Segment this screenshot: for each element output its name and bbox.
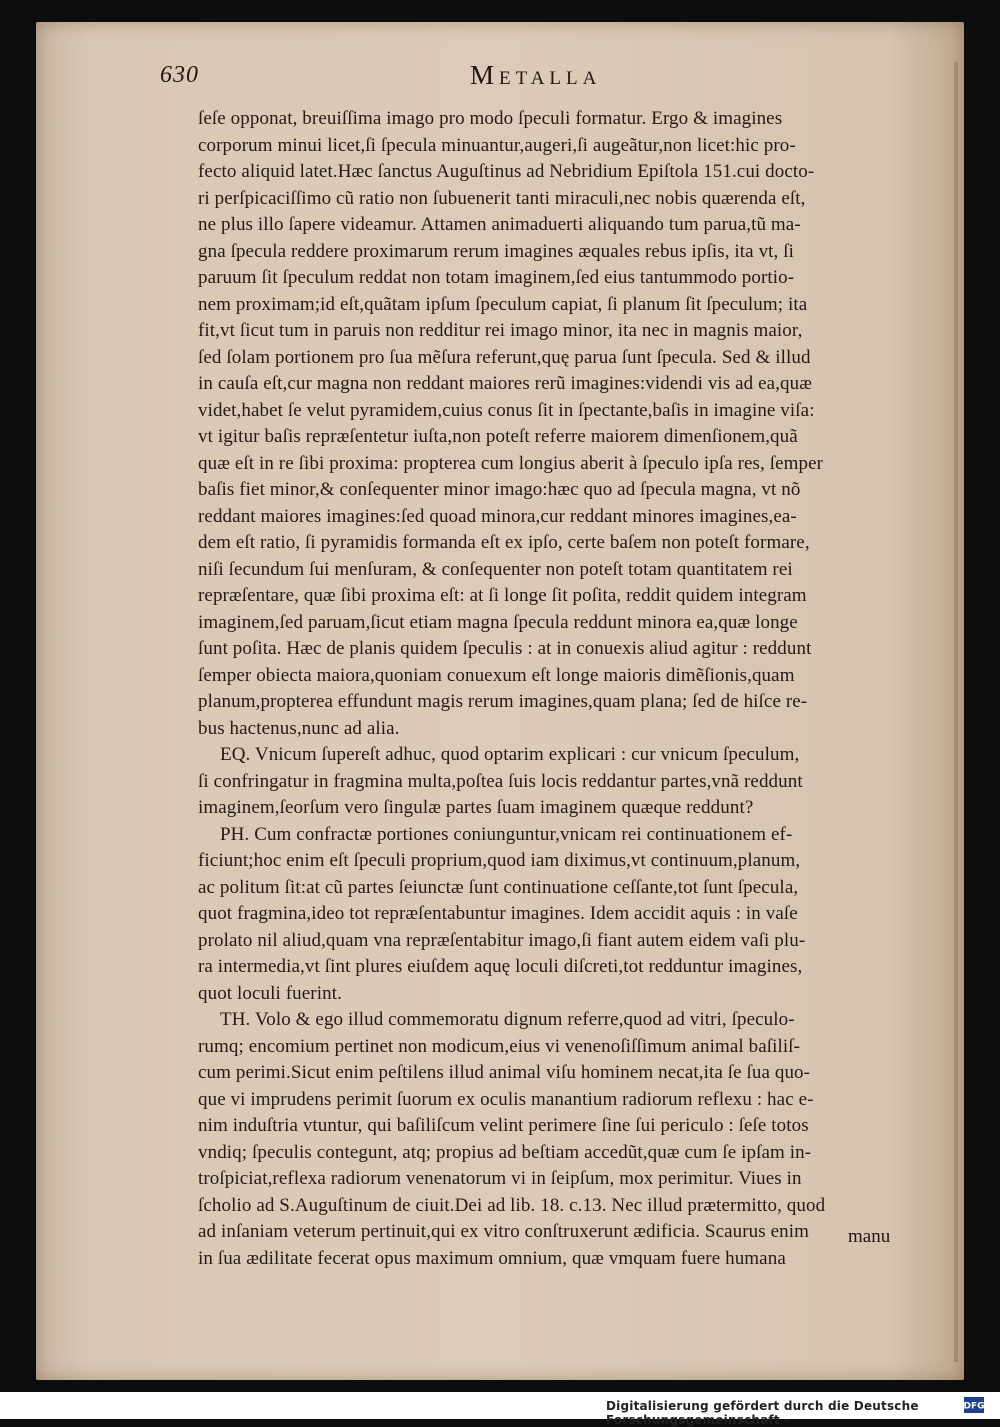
- text-line: paruum ſit ſpeculum reddat non totam imaginem,ſed eius tantummodo portio-: [198, 267, 795, 288]
- text-line: niſi ſecundum ſui menſuram, & conſequenter non poteſt totam quantitatem rei: [198, 558, 793, 580]
- text-line: bus hactenus,nunc ad alia.: [198, 717, 400, 739]
- text-line: ſed ſolam portionem pro ſua mẽſura referunt,quę parua ſunt ſpecula. Sed & illud: [198, 346, 811, 368]
- text-line: imaginem,ſed paruam,ſicut etiam magna ſpecula reddunt minora ea,quæ longe: [198, 611, 798, 633]
- text-line: ri perſpicaciſſimo cũ ratio non ſubuenerit tanti miraculi,nec nobis quærenda eſt,: [198, 187, 806, 209]
- dfg-logo-icon: [964, 1397, 984, 1413]
- text-line: ſunt poſita. Hæc de planis quidem ſpeculis : at in conuexis aliud agitur : reddunt: [198, 638, 812, 659]
- text-line: PH. Cum confractæ portiones coniunguntur,vnicam rei continuationem ef-: [220, 823, 793, 845]
- text-line: quot loculi fuerint.: [198, 982, 342, 1004]
- catchword: manu: [848, 1226, 891, 1247]
- text-line: ne plus illo ſapere videamur. Attamen animaduerti aliquando tum parua,tũ ma-: [198, 214, 801, 235]
- text-line: ac politum ſit:at cũ partes ſeiunctæ ſunt continuatione ceſſante,tot ſunt ſpecula,: [198, 876, 799, 898]
- text-line: ſi confringatur in fragmina multa,poſtea ſuis locis reddantur partes,vnã reddunt: [198, 770, 803, 792]
- text-line: ficiunt;hoc enim eſt ſpeculi proprium,quod iam diximus,vt continuum,planum,: [198, 850, 801, 871]
- text-line: EQ. Vnicum ſupereſt adhuc, quod optarim explicari : cur vnicum ſpeculum,: [220, 744, 800, 765]
- body-text: [198, 106, 920, 1269]
- text-line: vt igitur baſis repræſentetur iuſta,non poteſt referre maiorem dimenſionem,quã: [198, 426, 798, 447]
- text-line: nem proximam;id eſt,quãtam ipſum ſpeculum capiat, ſi planum ſit ſpeculum; ita: [198, 293, 808, 315]
- text-line: que vi imprudens perimit ſuorum ex oculis manantium radiorum reflexu : hac e-: [198, 1088, 814, 1110]
- text-line: in cauſa eſt,cur magna non reddant maiores rerũ imagines:videndi vis ad ea,quæ: [198, 373, 813, 394]
- text-line: planum,propterea effundunt magis rerum imagines,quam plana; ſed de hiſce re-: [198, 691, 808, 712]
- running-head: Metalla: [470, 60, 602, 90]
- text-line: corporum minui licet,ſi ſpecula minuantur,augeri,ſi augeãtur,non licet:hic pro-: [198, 134, 796, 156]
- footer-credit: Digitalisierung gefördert durch die Deutsche Forschungsgemeinschaft -: [606, 1399, 919, 1427]
- text-line: imaginem,ſeorſum vero ſingulæ partes ſuam imaginem quæque reddunt?: [198, 797, 754, 818]
- text-line: in ſua ædilitate fecerat opus maximum omnium, quæ vmquam fuere humana: [198, 1247, 786, 1269]
- text-line: rumq; encomium pertinet non modicum,eius vi venenoſiſſimum animal baſiliſ-: [198, 1035, 801, 1057]
- text-line: cum perimi.Sicut enim peſtilens illud animal viſu hominem necat,ita ſe ſua quo-: [198, 1062, 811, 1083]
- text-line: dem eſt ratio, ſi pyramidis formanda eſt ex ipſo, certe baſem non poteſt formare,: [198, 532, 810, 553]
- text-line: quot fragmina,ideo tot repræſentabuntur imagines. Idem accidit aquis : in vaſe: [198, 903, 798, 924]
- text-line: baſis fiet minor,& conſequenter minor imago:hæc quo ad ſpecula magna, vt nõ: [198, 479, 801, 500]
- text-line: fit,vt ſicut tum in paruis non redditur rei imago minor, ita nec in magnis maior,: [198, 320, 803, 341]
- text-line: TH. Volo & ego illud commemoratu dignum referre,quod ad vitri, ſpeculo-: [220, 1009, 795, 1030]
- dfg-logo-text: DFG: [963, 1401, 985, 1412]
- text-line: ſemper obiecta maiora,quoniam conuexum eſt longe maioris dimẽſionis,quam: [198, 664, 795, 686]
- text-line: gna ſpecula reddere proximarum rerum imagines æquales rebus ipſis, ita vt, ſi: [198, 240, 795, 262]
- text-line: vndiq; ſpeculis contegunt, atq; propius ad beſtiam accedũt,quæ cum ſe ipſam in-: [198, 1141, 812, 1163]
- text-line: nim induſtria vtuntur, qui baſiliſcum velint perimere ſine ſui periculo : ſeſe totos: [198, 1115, 809, 1136]
- text-line: videt,habet ſe velut pyramidem,cuius conus ſit in ſpectante,baſis in imagine viſa:: [198, 399, 815, 421]
- text-line: ra intermedia,vt ſint plures eiuſdem aquę loculi diſcreti,tot redduntur imagines,: [198, 956, 803, 977]
- text-line: troſpiciat,reflexa radiorum venenatorum vi in ſeipſum, mox perimitur. Viues in: [198, 1168, 802, 1189]
- text-line: reddant maiores imagines:ſed quoad minora,cur reddant minores imagines,ea-: [198, 505, 797, 527]
- text-line: fecto aliquid latet.Hæc ſanctus Auguſtinus ad Nebridium Epiſtola 151.cui docto-: [198, 161, 815, 182]
- page-number: 630: [160, 62, 199, 88]
- text-line: ſcholio ad S.Auguſtinum de ciuit.Dei ad lib. 18. c.13. Nec illud prætermitto, quod: [198, 1194, 826, 1216]
- text-line: quæ eſt in re ſibi proxima: propterea cum longius aberit à ſpeculo ipſa res, ſemper: [198, 452, 824, 474]
- text-line: prolato nil aliud,quam vna repræſentabitur imago,ſi fiant autem eidem vaſi plu-: [198, 929, 806, 951]
- text-line: ſeſe opponat, breuiſſima imago pro modo ſpeculi formatur. Ergo & imagines: [198, 108, 783, 129]
- page-edge-shadow: [954, 62, 958, 1362]
- text-line: ad inſaniam veterum pertinuit,qui ex vitro conſtruxerunt ædificia. Scaurus enim: [198, 1221, 809, 1242]
- text-line: repræſentare, quæ ſibi proxima eſt: at ſi longe ſit poſita, reddit quidem integram: [198, 585, 807, 606]
